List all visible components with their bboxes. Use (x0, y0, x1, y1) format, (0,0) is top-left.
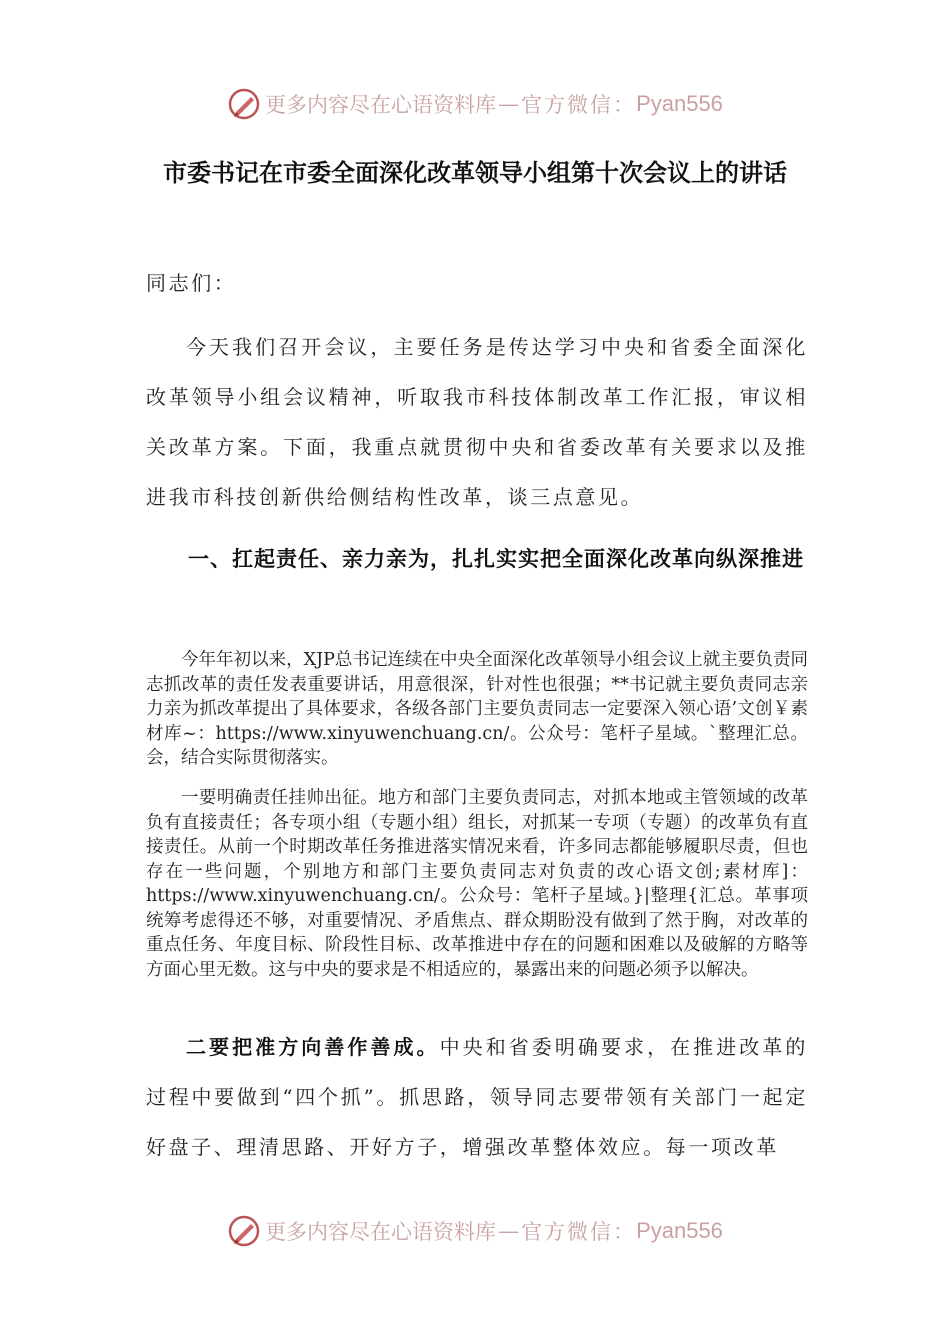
section-heading-1: 一、扛起责任、亲力亲为，扎扎实实把全面深化改革向纵深推进 (188, 547, 804, 571)
wechat-id: Pyan556 (636, 1218, 723, 1243)
header-banner (0, 84, 950, 124)
intro-paragraph: 今天我们召开会议，主要任务是传达学习中央和省委全面深化改革领导小组会议精神，听取我市科技体制改革工作汇报，审议相关改革方案。下面，我重点就贯彻中央和省委改革有关要求以及推进我市科技创新供给侧结构性改革，谈三点意见。 (146, 335, 808, 509)
footer-banner (0, 1211, 950, 1251)
paragraph-1: 今年年初以来，XJP总书记连续在中央全面深化改革领导小组会议上就主要负责同志抓改革的责任发表重要讲话，用意很深，针对性也很强；**书记就主要负责同志亲力亲为抓改革提出了具体要求，各级各部门主要负责同志一定要深入领心语’文创￥素材库~：https://www.xinyuwenchuang.cn/。公众号：笔杆子星域。`整理汇总。会，结合实际贯彻落实。 (146, 650, 808, 768)
document-title: 市委书记在市委全面深化改革领导小组第十次会议上的讲话 (163, 159, 787, 187)
brand-text: 更多内容尽在心语资料库 (265, 93, 497, 117)
paragraph-3 (146, 1022, 808, 1172)
wechat-id: Pyan556 (636, 91, 723, 116)
pen-logo-icon (227, 87, 261, 121)
paragraph-3-body: 中央和省委明确要求，在推进改革的过程中要做到“四个抓”。抓思路，领导同志要带领有关部门一起定好盘子、理清思路、开好方子，增强改革整体效应。每一项改革 (146, 1035, 808, 1159)
wechat-label: 官方微信： (521, 93, 637, 117)
paragraph-3-lead: 二要把准方向善作善成。 (186, 1035, 440, 1059)
salutation: 同志们： (146, 271, 237, 295)
wechat-label: 官方微信： (521, 1220, 637, 1244)
paragraph-2: 一要明确责任挂帅出征。地方和部门主要负责同志，对抓本地或主管领域的改革负有直接责任；各专项小组（专题小组）组长，对抓某一专项（专题）的改革负有直接责任。从前一个时期改革任务推进落实情况来看，许多同志都能够履职尽责，但也存在一些问题，个别地方和部门主要负责同志对负责的改心语文创;素材库]：https://www.xinyuwenchuang.cn/。公众号：笔杆子星域。}|整理{汇总。革事项统筹考虑得还不够，对重要情况、矛盾焦点、群众期盼没有做到了然于胸，对改革的重点任务、年度目标、阶段性目标、改革推进中存在的问题和困难以及破解的方略等方面心里无数。这与中央的要求是不相适应的，暴露出来的问题必须予以解决。 (146, 788, 808, 980)
banner-dash: — (498, 92, 520, 116)
brand-text: 更多内容尽在心语资料库 (265, 1220, 497, 1244)
pen-logo-icon (227, 1214, 261, 1248)
banner-dash: — (498, 1219, 520, 1243)
